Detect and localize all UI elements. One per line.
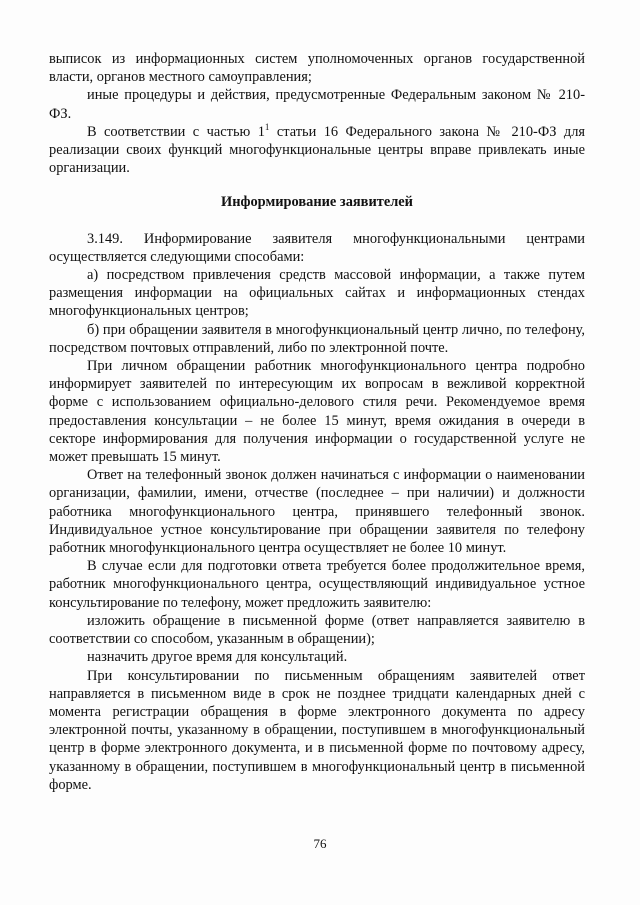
paragraph-intro-1: выписок из информационных систем уполномоченных органов государственной власти, органов местного самоуправления;	[49, 51, 585, 86]
paragraph-phone-call: Ответ на телефонный звонок должен начинаться с информации о наименовании организации, фамилии, имени, отчестве (последнее – при наличии) и должности работника многофункционального центра, принявшего телефонный звонок. Индивидуальное устное консультирование при обращении заявителя по телефону работник многофункционального центра осуществляет не более 10 минут.	[49, 467, 585, 557]
intro-3-text-start: В соответствии с частью 1	[87, 123, 265, 140]
paragraph-option-written: изложить обращение в письменной форме (ответ направляется заявителю в соответствии со способом, указанным в обращении);	[49, 612, 585, 648]
superscript: 1	[264, 121, 270, 132]
paragraph-personal-visit: При личном обращении работник многофункционального центра подробно информирует заявителей по интересующим их вопросам в вежливой корректной форме с использованием официально-делового стиля речи. Рекомендуемое время предоставления консультации – не более 15 минут, время ожидания в очереди в секторе информирования для получения информации о государственной услуге не может превышать 15 минут.	[49, 358, 585, 466]
paragraph-written-requests: При консультировании по письменным обращениям заявителей ответ направляется в письменном виде в срок не позднее тридцати календарных дней с момента регистрации обращения в форме электронного документа по адресу электронной почты, указанному в обращении, поступившем в многофункциональный центр в форме электронного документа, и в письменной форме по почтовому адресу, указанному в обращении, поступившем в многофункциональный центр в письменной форме.	[49, 667, 585, 793]
paragraph-option-reschedule: назначить другое время для консультаций.	[87, 649, 348, 666]
paragraph-option-b: б) при обращении заявителя в многофункциональный центр лично, по телефону, посредством почтовых отправлений, либо по электронной почте.	[49, 321, 585, 356]
paragraph-longer-time: В случае если для подготовки ответа требуется более продолжительное время, работник многофункционального центра, осуществляющий индивидуальное устное консультирование по телефону, может предложить заявителю:	[49, 558, 585, 611]
page-number: 76	[313, 836, 327, 851]
paragraph-option-a: а) посредством привлечения средств массовой информации, а также путем размещения информации на официальных сайтах и информационных стендах многофункциональных центров;	[49, 267, 585, 320]
paragraph-intro-2: иные процедуры и действия, предусмотренные Федеральным законом № 210-ФЗ.	[49, 87, 585, 122]
intro-3-text-end: статьи 16 Федерального закона № 210-ФЗ для реализации своих функций многофункциональные центры вправе привлекать иные организации.	[49, 123, 585, 177]
page-body	[49, 50, 585, 794]
section-heading: Информирование заявителей	[221, 194, 413, 211]
paragraph-3-149: 3.149. Информирование заявителя многофункциональными центрами осуществляется следующими способами:	[49, 230, 585, 265]
paragraph-intro-3	[49, 123, 585, 178]
